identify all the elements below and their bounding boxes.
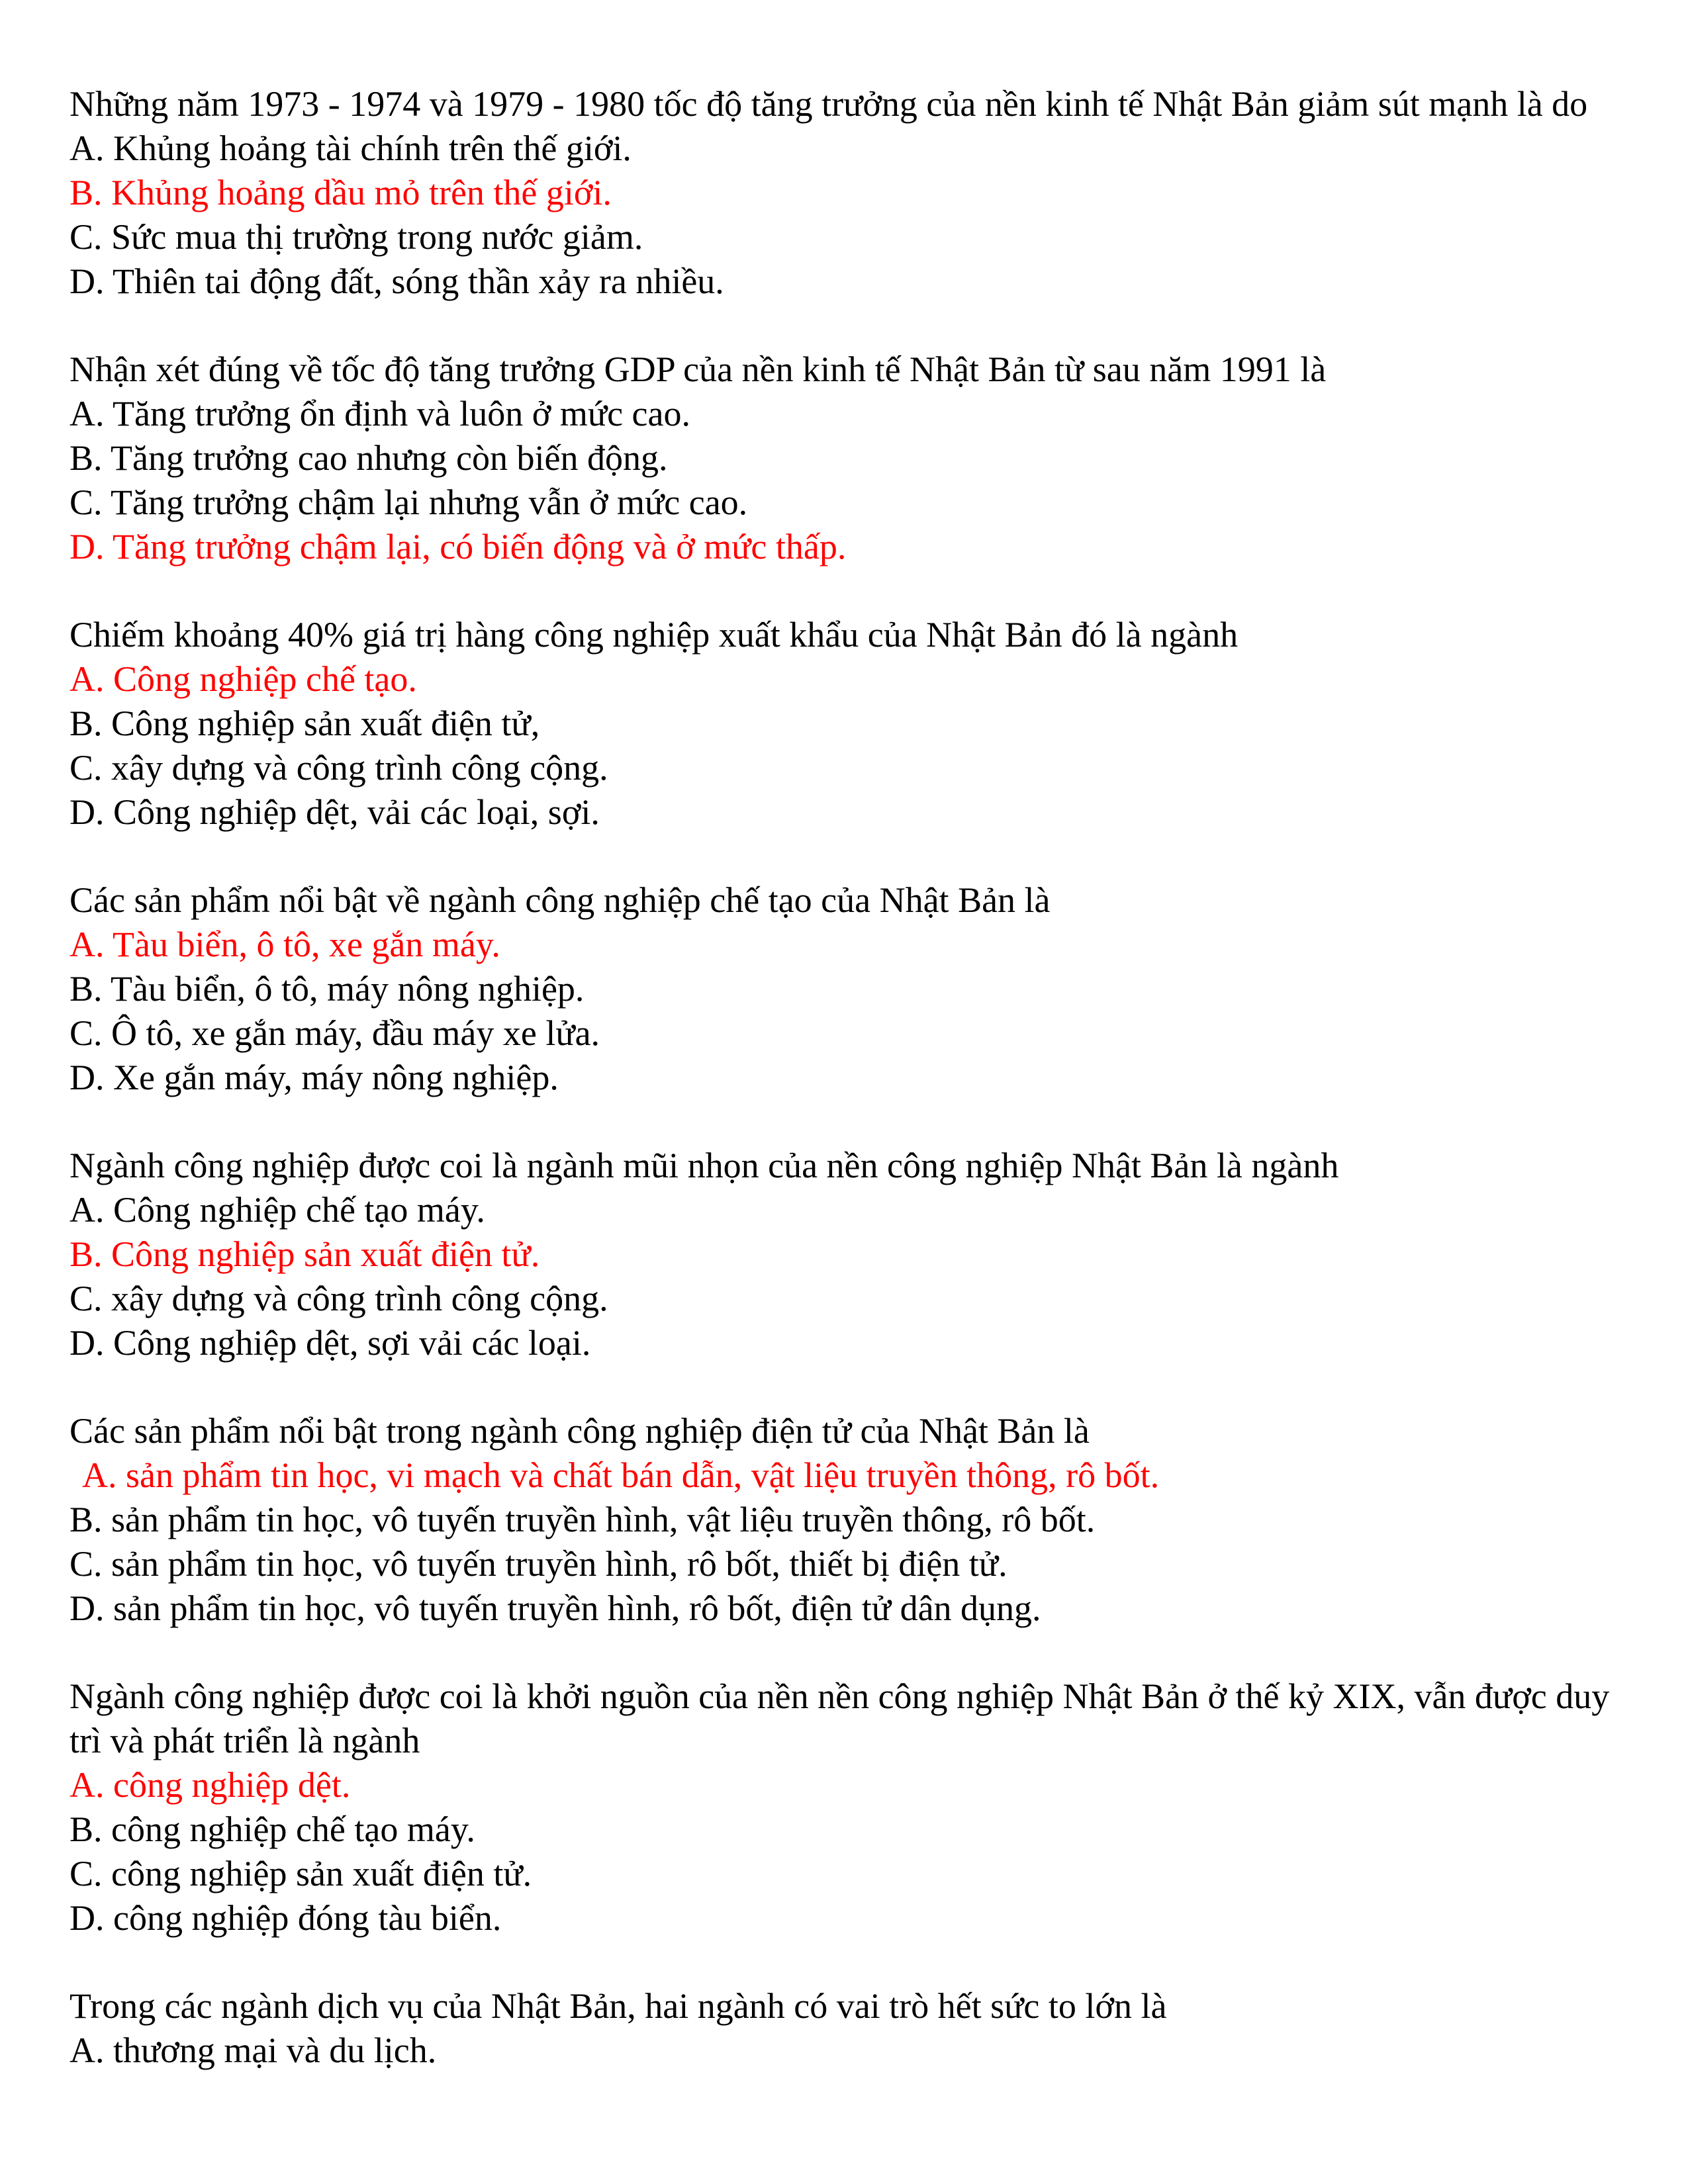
option-d: D. Xe gắn máy, máy nông nghiệp. <box>70 1058 559 1097</box>
option-b: B. Tàu biển, ô tô, máy nông nghiệp. <box>70 969 585 1009</box>
option-b: B. công nghiệp chế tạo máy. <box>70 1809 475 1849</box>
option-a-correct: A. Tàu biển, ô tô, xe gắn máy. <box>70 925 500 964</box>
question-stem: Trong các ngành dịch vụ của Nhật Bản, hai ngành có vai trò hết sức to lớn là <box>70 1986 1167 2026</box>
question-8 <box>70 1984 1645 2073</box>
option-b: B. Công nghiệp sản xuất điện tử, <box>70 704 540 743</box>
option-b: B. Tăng trưởng cao nhưng còn biến động. <box>70 438 668 478</box>
option-c: C. Sức mua thị trường trong nước giảm. <box>70 217 643 257</box>
option-a: A. Tăng trưởng ổn định và luôn ở mức cao. <box>70 394 690 433</box>
option-b-correct: B. Công nghiệp sản xuất điện tử. <box>70 1234 540 1274</box>
option-d: D. Công nghiệp dệt, vải các loại, sợi. <box>70 792 600 832</box>
option-d: D. Công nghiệp dệt, sợi vải các loại. <box>70 1323 591 1363</box>
question-stem: Những năm 1973 - 1974 và 1979 - 1980 tốc độ tăng trưởng của nền kinh tế Nhật Bản giảm sút mạnh là do <box>70 84 1588 124</box>
option-c: C. Ô tô, xe gắn máy, đầu máy xe lửa. <box>70 1013 600 1053</box>
option-a: A. Công nghiệp chế tạo máy. <box>70 1190 485 1230</box>
question-1 <box>70 82 1645 304</box>
option-b: B. sản phẩm tin học, vô tuyến truyền hình, vật liệu truyền thông, rô bốt. <box>70 1500 1096 1539</box>
question-stem: Chiếm khoảng 40% giá trị hàng công nghiệp xuất khẩu của Nhật Bản đó là ngành <box>70 615 1239 655</box>
question-stem: Ngành công nghiệp được coi là ngành mũi nhọn của nền công nghiệp Nhật Bản là ngành <box>70 1146 1339 1185</box>
question-3 <box>70 613 1645 835</box>
question-stem: Ngành công nghiệp được coi là khởi nguồn của nền nền công nghiệp Nhật Bản ở thế kỷ XIX, vẫn được duy trì và phát triển là ngành <box>70 1676 1610 1760</box>
option-d: D. công nghiệp đóng tàu biển. <box>70 1898 502 1938</box>
option-d: D. sản phẩm tin học, vô tuyến truyền hình, rô bốt, điện tử dân dụng. <box>70 1588 1041 1628</box>
option-a-correct: A. công nghiệp dệt. <box>70 1765 351 1805</box>
question-stem: Các sản phẩm nổi bật về ngành công nghiệp chế tạo của Nhật Bản là <box>70 880 1051 920</box>
option-a-correct: A. sản phẩm tin học, vi mạch và chất bán dẫn, vật liệu truyền thông, rô bốt. <box>82 1455 1160 1495</box>
question-2 <box>70 347 1645 569</box>
option-c: C. xây dựng và công trình công cộng. <box>70 1279 608 1318</box>
option-b-correct: B. Khủng hoảng dầu mỏ trên thế giới. <box>70 173 612 212</box>
option-c: C. Tăng trưởng chậm lại nhưng vẫn ở mức cao. <box>70 482 748 522</box>
option-a: A. thương mại và du lịch. <box>70 2030 437 2070</box>
option-c: C. xây dựng và công trình công cộng. <box>70 748 608 788</box>
option-c: C. công nghiệp sản xuất điện tử. <box>70 1854 532 1893</box>
option-d: D. Thiên tai động đất, sóng thần xảy ra nhiều. <box>70 261 724 301</box>
question-6 <box>70 1409 1645 1631</box>
option-a: A. Khủng hoảng tài chính trên thế giới. <box>70 128 632 168</box>
quiz-content <box>70 82 1645 2116</box>
question-5 <box>70 1144 1645 1365</box>
option-a-correct: A. Công nghiệp chế tạo. <box>70 659 417 699</box>
question-stem: Các sản phẩm nổi bật trong ngành công nghiệp điện tử của Nhật Bản là <box>70 1411 1090 1451</box>
question-4 <box>70 878 1645 1100</box>
option-c: C. sản phẩm tin học, vô tuyến truyền hình, rô bốt, thiết bị điện tử. <box>70 1544 1008 1584</box>
question-7 <box>70 1674 1645 1940</box>
question-stem: Nhận xét đúng về tốc độ tăng trưởng GDP của nền kinh tế Nhật Bản từ sau năm 1991 là <box>70 349 1327 389</box>
option-d-correct: D. Tăng trưởng chậm lại, có biến động và ở mức thấp. <box>70 527 847 567</box>
